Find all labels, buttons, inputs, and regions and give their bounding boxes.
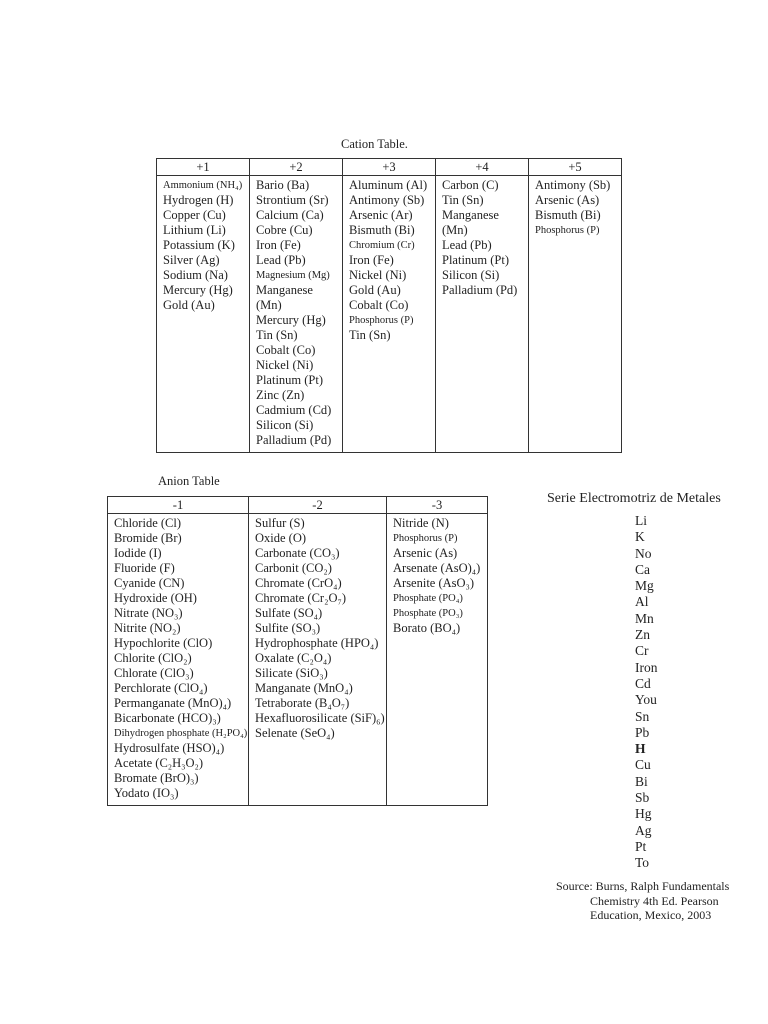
cation-table-caption: Cation Table. bbox=[341, 137, 408, 151]
ion-entry: Phosphorus (P) bbox=[349, 315, 414, 326]
series-metal: Pt bbox=[635, 838, 647, 854]
series-metal: Zn bbox=[635, 627, 650, 643]
ion-entry: Arsenate (AsO)₄) bbox=[393, 561, 481, 575]
anion-body-row bbox=[108, 514, 488, 806]
ion-entry: Tin (Sn) bbox=[442, 193, 484, 207]
series-metal: Cd bbox=[635, 675, 651, 691]
ion-entry: Arsenic (Ar) bbox=[349, 208, 413, 222]
ion-entry: Nitride (N) bbox=[393, 516, 449, 530]
ion-entry: Cadmium (Cd) bbox=[256, 403, 332, 417]
ion-entry: Hydrogen (H) bbox=[163, 193, 234, 207]
ion-entry: Tin (Sn) bbox=[256, 328, 298, 342]
ion-entry: Nitrate (NO₃) bbox=[114, 606, 183, 620]
ion-entry: (Mn) bbox=[442, 223, 468, 237]
ion-entry: Manganate (MnO₄) bbox=[255, 681, 353, 695]
ion-entry: Lead (Pb) bbox=[442, 238, 492, 252]
anion-header-minus2: -2 bbox=[249, 497, 387, 514]
ion-entry: Hydroxide (OH) bbox=[114, 591, 197, 605]
anion-header-row bbox=[108, 497, 488, 514]
series-metal: Cr bbox=[635, 643, 649, 659]
ion-entry: Borato (BO₄) bbox=[393, 621, 461, 635]
ion-entry: Palladium (Pd) bbox=[256, 433, 332, 447]
ion-entry: Nickel (Ni) bbox=[349, 268, 407, 282]
ion-entry: Oxalate (C₂O₄) bbox=[255, 651, 332, 665]
ion-entry: Sulfate (SO₄) bbox=[255, 606, 323, 620]
ion-entry: Dihydrogen phosphate (H₂PO₄) bbox=[114, 728, 248, 739]
ion-entry: Selenate (SeO₄) bbox=[255, 726, 335, 740]
ion-entry: Chromate (CrO₄) bbox=[255, 576, 342, 590]
electromotive-series-list bbox=[635, 513, 658, 872]
ion-entry: Magnesium (Mg) bbox=[256, 270, 330, 281]
ion-entry: Antimony (Sb) bbox=[535, 178, 611, 192]
series-metal: You bbox=[635, 692, 657, 708]
ion-entry: Phosphorus (P) bbox=[535, 225, 600, 236]
series-metal: To bbox=[635, 855, 650, 871]
ion-entry: Hypochlorite (ClO) bbox=[114, 636, 213, 650]
ion-entry: Iron (Fe) bbox=[349, 253, 394, 267]
ion-entry: Ammonium (NH₄) bbox=[163, 180, 243, 191]
cation-table bbox=[156, 158, 622, 453]
series-metal: Bi bbox=[635, 773, 648, 789]
source-line-1: Source: Burns, Ralph Fundamentals bbox=[556, 879, 730, 893]
ion-entry: Bismuth (Bi) bbox=[349, 223, 415, 237]
series-metal: Pb bbox=[635, 724, 650, 740]
series-metal: Ag bbox=[635, 822, 652, 838]
electromotive-series-title: Serie Electromotriz de Metales bbox=[547, 491, 721, 506]
cation-column-plus2 bbox=[250, 176, 343, 453]
ion-entry: Silicate (SiO₃) bbox=[255, 666, 328, 680]
anion-table-caption: Anion Table bbox=[158, 474, 220, 488]
series-metal: Ca bbox=[635, 561, 650, 577]
ion-entry: Calcium (Ca) bbox=[256, 208, 324, 222]
ion-entry: Chlorite (ClO₂) bbox=[114, 651, 192, 665]
anion-column-minus2 bbox=[249, 514, 387, 806]
ion-entry: Arsenic (As) bbox=[393, 546, 458, 560]
ion-entry: Gold (Au) bbox=[163, 298, 215, 312]
cation-column-plus1 bbox=[157, 176, 250, 453]
ion-entry: Permanganate (MnO)₄) bbox=[114, 696, 232, 710]
series-metal: Sb bbox=[635, 790, 650, 806]
ion-entry: Potassium (K) bbox=[163, 238, 235, 252]
ion-entry: Perchlorate (ClO₄) bbox=[114, 681, 208, 695]
ion-entry: Bicarbonate (HCO)₃) bbox=[114, 711, 221, 725]
cation-header-row bbox=[157, 159, 622, 176]
ion-entry: Zinc (Zn) bbox=[256, 388, 305, 402]
ion-entry: Copper (Cu) bbox=[163, 208, 226, 222]
ion-entry: Phosphate (PO₃) bbox=[393, 608, 463, 619]
anion-column-minus3 bbox=[387, 514, 488, 806]
ion-entry: Platinum (Pt) bbox=[256, 373, 324, 387]
series-metal: Hg bbox=[635, 806, 652, 822]
anion-table bbox=[107, 496, 488, 806]
ion-entry: Phosphate (PO₄) bbox=[393, 593, 463, 604]
series-metal: Li bbox=[635, 513, 647, 528]
cation-column-plus5 bbox=[529, 176, 622, 453]
cation-body-row bbox=[157, 176, 622, 453]
ion-entry: Bario (Ba) bbox=[256, 178, 310, 192]
series-metal: K bbox=[635, 529, 645, 545]
ion-entry: Chloride (Cl) bbox=[114, 516, 182, 530]
series-metal: Al bbox=[635, 594, 649, 610]
anion-header-minus3: -3 bbox=[387, 497, 488, 514]
cation-header-plus1: +1 bbox=[157, 159, 250, 176]
series-metal: Sn bbox=[635, 708, 650, 724]
anion-column-minus1 bbox=[108, 514, 249, 806]
ion-entry: Hydrosulfate (HSO)₄) bbox=[114, 741, 225, 755]
ion-entry: Mercury (Hg) bbox=[163, 283, 233, 297]
ion-entry: Sodium (Na) bbox=[163, 268, 228, 282]
cation-column-plus3 bbox=[343, 176, 436, 453]
series-metal: Mg bbox=[635, 578, 654, 594]
ion-entry: Tetraborate (B₄O₇) bbox=[255, 696, 350, 710]
source-line-3: Education, Mexico, 2003 bbox=[590, 908, 712, 922]
ion-entry: Chromate (Cr₂O₇) bbox=[255, 591, 346, 605]
ion-entry: Arsenic (As) bbox=[535, 193, 600, 207]
ion-entry: Aluminum (Al) bbox=[349, 178, 428, 192]
ion-entry: Sulfite (SO₃) bbox=[255, 621, 321, 635]
ion-entry: Lead (Pb) bbox=[256, 253, 306, 267]
ion-entry: Sulfur (S) bbox=[255, 516, 305, 530]
ion-entry: Antimony (Sb) bbox=[349, 193, 425, 207]
ion-entry: Bismuth (Bi) bbox=[535, 208, 601, 222]
ion-entry: Silicon (Si) bbox=[442, 268, 500, 282]
ion-entry: Cobalt (Co) bbox=[349, 298, 409, 312]
ion-entry: Hydrophosphate (HPO₄) bbox=[255, 636, 379, 650]
ion-entry: Bromate (BrO)₃) bbox=[114, 771, 199, 785]
ion-entry: Silicon (Si) bbox=[256, 418, 314, 432]
ion-entry: Carbonit (CO₂) bbox=[255, 561, 332, 575]
ion-entry: Gold (Au) bbox=[349, 283, 401, 297]
ion-entry: Oxide (O) bbox=[255, 531, 307, 545]
cation-header-plus2: +2 bbox=[250, 159, 343, 176]
series-metal: Cu bbox=[635, 757, 651, 773]
ion-entry: Manganese bbox=[256, 283, 313, 297]
ion-entry: Cobre (Cu) bbox=[256, 223, 313, 237]
cation-header-plus4: +4 bbox=[436, 159, 529, 176]
source-citation bbox=[556, 879, 729, 923]
ion-entry: Phosphorus (P) bbox=[393, 533, 458, 544]
ion-entry: Platinum (Pt) bbox=[442, 253, 510, 267]
ion-entry: Chlorate (ClO₃) bbox=[114, 666, 194, 680]
ion-entry: Manganese bbox=[442, 208, 499, 222]
series-metal: Mn bbox=[635, 610, 654, 626]
ion-entry: Acetate (C₂H₃O₂) bbox=[114, 756, 204, 770]
ion-entry: Chromium (Cr) bbox=[349, 240, 415, 251]
series-metal: No bbox=[635, 545, 652, 561]
ion-entry: Cobalt (Co) bbox=[256, 343, 316, 357]
ion-entry: Carbon (C) bbox=[442, 178, 499, 192]
ion-entry: Yodato (IO₃) bbox=[114, 786, 179, 800]
ion-entry: Mercury (Hg) bbox=[256, 313, 326, 327]
ion-entry: Nitrite (NO₂) bbox=[114, 621, 181, 635]
cation-column-plus4 bbox=[436, 176, 529, 453]
ion-entry: Strontium (Sr) bbox=[256, 193, 329, 207]
ion-entry: Iodide (I) bbox=[114, 546, 162, 560]
ion-entry: Hexafluorosilicate (SiF)₆) bbox=[255, 711, 385, 725]
ion-entry: Carbonate (CO₃) bbox=[255, 546, 340, 560]
ion-entry: Bromide (Br) bbox=[114, 531, 182, 545]
ion-entry: (Mn) bbox=[256, 298, 282, 312]
ion-entry: Palladium (Pd) bbox=[442, 283, 518, 297]
ion-entry: Lithium (Li) bbox=[163, 223, 226, 237]
series-metal: H bbox=[635, 741, 646, 757]
cation-header-plus3: +3 bbox=[343, 159, 436, 176]
ion-entry: Tin (Sn) bbox=[349, 328, 391, 342]
anion-header-minus1: -1 bbox=[108, 497, 249, 514]
ion-entry: Nickel (Ni) bbox=[256, 358, 314, 372]
series-metal: Iron bbox=[635, 659, 658, 675]
cation-header-plus5: +5 bbox=[529, 159, 622, 176]
ion-entry: Iron (Fe) bbox=[256, 238, 301, 252]
ion-entry: Cyanide (CN) bbox=[114, 576, 185, 590]
ion-entry: Silver (Ag) bbox=[163, 253, 220, 267]
ion-entry: Arsenite (AsO₃) bbox=[393, 576, 475, 590]
source-line-2: Chemistry 4th Ed. Pearson bbox=[590, 893, 719, 908]
ion-entry: Fluoride (F) bbox=[114, 561, 175, 575]
